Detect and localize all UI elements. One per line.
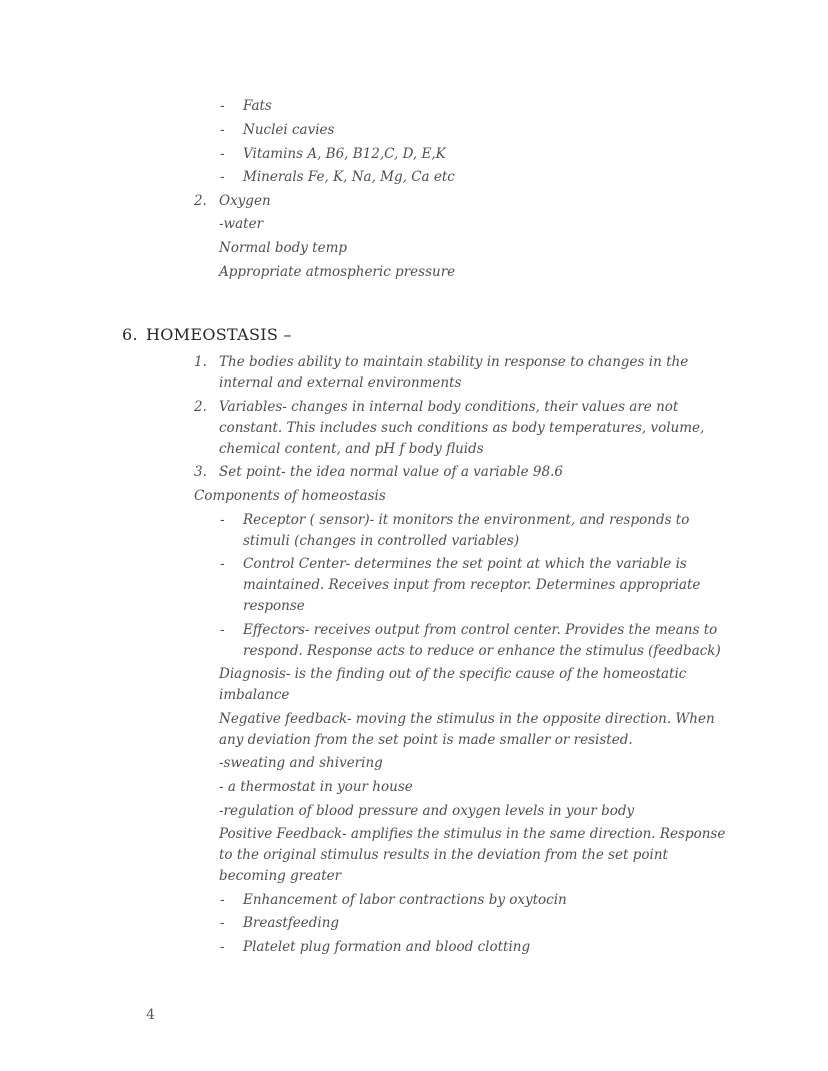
list-item-text: chemical content, and pH f body fluids <box>219 441 484 457</box>
list-item-text: Variables- changes in internal body conditions, their values are not <box>219 399 679 415</box>
body-line: Negative feedback- moving the stimulus in the opposite direction. When <box>219 711 715 727</box>
body-line: becoming greater <box>219 868 342 884</box>
body-line: -sweating and shivering <box>219 755 383 771</box>
bullet-dash: - <box>220 169 225 185</box>
component-text: maintained. Receives input from receptor. Determines appropriate <box>243 577 701 593</box>
list-number: 2. <box>194 399 207 415</box>
component-text: response <box>243 598 305 614</box>
body-line: -regulation of blood pressure and oxygen levels in your body <box>219 803 635 819</box>
bullet-dash: - <box>220 939 225 955</box>
bullet-dash: - <box>220 98 225 114</box>
list-item-text: constant. This includes such conditions as body temperatures, volume, <box>219 420 705 436</box>
bullet-text: Vitamins A, B6, B12,C, D, E,K <box>243 146 446 162</box>
body-line: imbalance <box>219 687 290 703</box>
component-text: Control Center- determines the set point at which the variable is <box>243 556 687 572</box>
oxygen-line: Normal body temp <box>219 240 348 256</box>
section-number: 6. <box>122 325 138 344</box>
example-text: Platelet plug formation and blood clotting <box>243 939 531 955</box>
list-item-text: The bodies ability to maintain stability in response to changes in the <box>219 354 689 370</box>
oxygen-line: Appropriate atmospheric pressure <box>219 264 456 280</box>
bullet-dash: - <box>220 122 225 138</box>
page-number: 4 <box>146 1007 155 1023</box>
component-text: stimuli (changes in controlled variables) <box>243 533 520 549</box>
bullet-text: Fats <box>243 98 272 114</box>
bullet-dash: - <box>220 556 225 572</box>
list-number: 2. <box>194 193 207 209</box>
component-text: respond. Response acts to reduce or enhance the stimulus (feedback) <box>243 643 721 659</box>
oxygen-label: Oxygen <box>219 193 271 209</box>
body-line: any deviation from the set point is made smaller or resisted. <box>219 732 633 748</box>
body-line: Diagnosis- is the finding out of the specific cause of the homeostatic <box>219 666 687 682</box>
bullet-dash: - <box>220 892 225 908</box>
bullet-dash: - <box>220 915 225 931</box>
example-text: Enhancement of labor contractions by oxytocin <box>243 892 567 908</box>
component-text: Receptor ( sensor)- it monitors the environment, and responds to <box>243 512 690 528</box>
components-heading: Components of homeostasis <box>194 488 386 504</box>
bullet-dash: - <box>220 512 225 528</box>
bullet-text: Minerals Fe, K, Na, Mg, Ca etc <box>243 169 455 185</box>
section-title: HOMEOSTASIS – <box>146 325 292 344</box>
body-line: - a thermostat in your house <box>219 779 413 795</box>
list-number: 1. <box>194 354 207 370</box>
list-item-text: Set point- the idea normal value of a variable 98.6 <box>219 464 563 480</box>
body-line: to the original stimulus results in the deviation from the set point <box>219 847 668 863</box>
list-item-text: internal and external environments <box>219 375 462 391</box>
body-line: Positive Feedback- amplifies the stimulus in the same direction. Response <box>219 826 726 842</box>
example-text: Breastfeeding <box>243 915 340 931</box>
component-text: Effectors- receives output from control center. Provides the means to <box>243 622 718 638</box>
list-number: 3. <box>194 464 207 480</box>
bullet-dash: - <box>220 622 225 638</box>
bullet-dash: - <box>220 146 225 162</box>
oxygen-line: -water <box>219 216 264 232</box>
bullet-text: Nuclei cavies <box>243 122 335 138</box>
